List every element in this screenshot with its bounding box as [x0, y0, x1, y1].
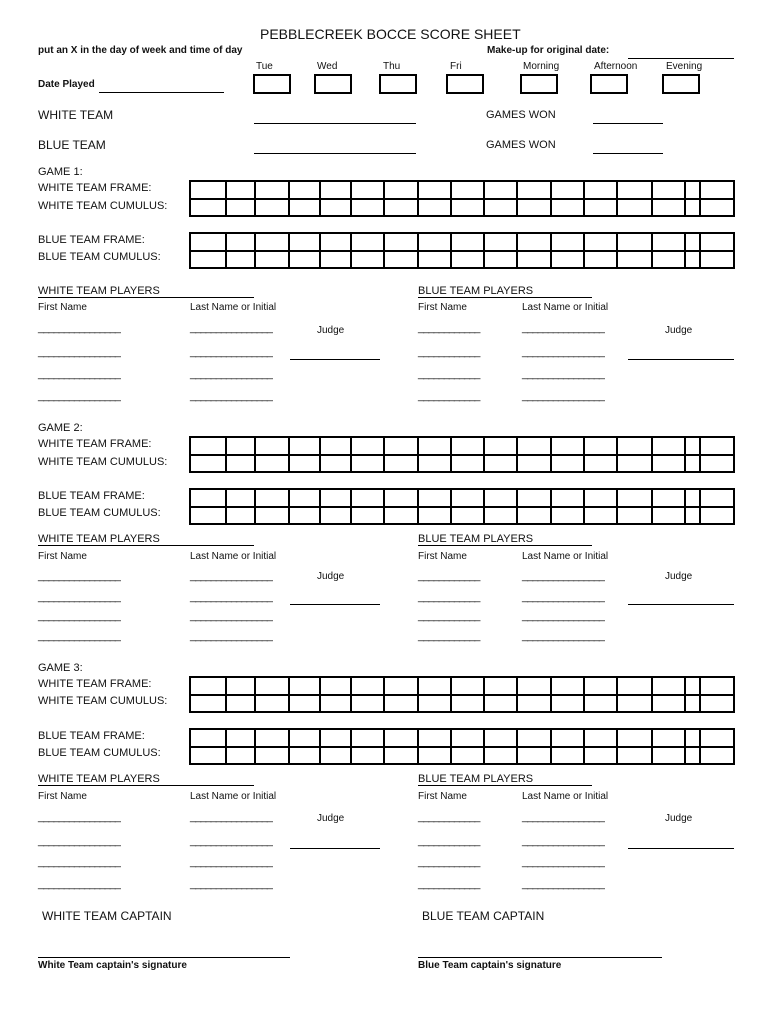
date-played-label: Date Played	[38, 79, 95, 90]
player-line[interactable]: ________________	[190, 811, 272, 823]
player-line[interactable]: ____________	[418, 610, 480, 622]
checkbox-thu[interactable]	[379, 74, 417, 94]
grid-column-divider	[516, 678, 518, 711]
grid-column-divider	[350, 490, 352, 523]
grid-column-divider	[684, 234, 686, 267]
grid-column-divider	[684, 490, 686, 523]
blue-team-name-line[interactable]	[254, 153, 416, 154]
game-3-blue-judge-label: Judge	[665, 813, 693, 824]
day-label-tue: Tue	[256, 61, 273, 72]
player-line[interactable]: ________________	[190, 346, 272, 358]
makeup-label: Make-up for original date:	[487, 45, 610, 56]
white-team-name-line[interactable]	[254, 123, 416, 124]
game-1-white-frame-label: WHITE TEAM FRAME:	[38, 182, 152, 194]
game-3-blue-judge-line[interactable]	[628, 848, 734, 849]
game-3-label: GAME 3:	[38, 662, 83, 674]
grid-column-divider	[319, 438, 321, 471]
game-3-white-judge-line[interactable]	[290, 848, 380, 849]
white-players-underline	[38, 545, 254, 546]
game-3-blue-frame-label: BLUE TEAM FRAME:	[38, 730, 145, 742]
player-line[interactable]: ________________	[38, 856, 120, 868]
day-label-fri: Fri	[450, 61, 462, 72]
player-line[interactable]: ____________	[418, 591, 480, 603]
grid-column-divider	[616, 490, 618, 523]
grid-column-divider	[225, 678, 227, 711]
grid-column-divider	[583, 490, 585, 523]
grid-column-divider	[350, 678, 352, 711]
player-line[interactable]: ________________	[190, 570, 272, 582]
grid-column-divider	[684, 438, 686, 471]
grid-column-divider	[583, 234, 585, 267]
grid-column-divider	[651, 490, 653, 523]
player-line[interactable]: ________________	[522, 878, 604, 890]
game-1-blue-cumulus-label: BLUE TEAM CUMULUS:	[38, 251, 161, 263]
grid-column-divider	[483, 234, 485, 267]
grid-column-divider	[288, 234, 290, 267]
player-line[interactable]: ____________	[418, 368, 480, 380]
checkbox-evening[interactable]	[662, 74, 700, 94]
blue-games-won-line[interactable]	[593, 153, 663, 154]
checkbox-afternoon[interactable]	[590, 74, 628, 94]
white-games-won-label: GAMES WON	[486, 109, 556, 121]
blue-team-label: BLUE TEAM	[38, 138, 106, 152]
grid-column-divider	[651, 678, 653, 711]
time-label-afternoon: Afternoon	[594, 61, 638, 72]
grid-column-divider	[699, 234, 701, 267]
game-3-white-first-name-label: First Name	[38, 791, 87, 802]
time-label-evening: Evening	[666, 61, 703, 72]
player-line[interactable]: ________________	[190, 368, 272, 380]
grid-column-divider	[651, 182, 653, 215]
grid-column-divider	[550, 490, 552, 523]
grid-column-divider	[583, 438, 585, 471]
player-line[interactable]: ________________	[38, 878, 120, 890]
game-1-white-last-name-label: Last Name or Initial	[190, 302, 277, 313]
grid-column-divider	[450, 182, 452, 215]
grid-column-divider	[483, 678, 485, 711]
player-line[interactable]: ________________	[522, 591, 604, 603]
game-2-blue-frame-label: BLUE TEAM FRAME:	[38, 490, 145, 502]
grid-column-divider	[550, 182, 552, 215]
game-2-label: GAME 2:	[38, 422, 83, 434]
grid-column-divider	[699, 182, 701, 215]
instruction-text: put an X in the day of week and time of day	[38, 45, 243, 56]
white-games-won-line[interactable]	[593, 123, 663, 124]
game-1-white-first-name-label: First Name	[38, 302, 87, 313]
game-2-blue-judge-line[interactable]	[628, 604, 734, 605]
grid-column-divider	[417, 730, 419, 763]
game-1-blue-frame-label: BLUE TEAM FRAME:	[38, 234, 145, 246]
game-2-blue-last-name-label: Last Name or Initial	[522, 551, 609, 562]
grid-column-divider	[550, 678, 552, 711]
grid-column-divider	[483, 438, 485, 471]
blue-captain-signature-line[interactable]	[418, 957, 662, 958]
grid-column-divider	[651, 730, 653, 763]
grid-column-divider	[616, 730, 618, 763]
game-1-white-score-grid[interactable]	[189, 180, 735, 217]
player-line[interactable]: ________________	[190, 835, 272, 847]
game-3-white-score-grid[interactable]	[189, 676, 735, 713]
game-2-white-first-name-label: First Name	[38, 551, 87, 562]
blue-players-underline	[418, 545, 592, 546]
player-line[interactable]: ________________	[522, 368, 604, 380]
grid-column-divider	[350, 438, 352, 471]
grid-column-divider	[288, 490, 290, 523]
grid-column-divider	[516, 438, 518, 471]
game-2-white-players-header: WHITE TEAM PLAYERS	[38, 533, 160, 545]
grid-column-divider	[699, 730, 701, 763]
grid-column-divider	[319, 490, 321, 523]
grid-column-divider	[350, 234, 352, 267]
grid-column-divider	[350, 182, 352, 215]
grid-column-divider	[288, 438, 290, 471]
player-line[interactable]: ________________	[38, 368, 120, 380]
grid-column-divider	[684, 678, 686, 711]
grid-column-divider	[651, 234, 653, 267]
grid-column-divider	[225, 182, 227, 215]
grid-column-divider	[450, 490, 452, 523]
player-line[interactable]: ________________	[522, 856, 604, 868]
game-1-blue-first-name-label: First Name	[418, 302, 467, 313]
grid-column-divider	[516, 490, 518, 523]
game-2-white-score-grid[interactable]	[189, 436, 735, 473]
grid-column-divider	[225, 234, 227, 267]
grid-column-divider	[450, 678, 452, 711]
player-line[interactable]: ____________	[418, 878, 480, 890]
game-1-white-judge-label: Judge	[317, 325, 345, 336]
grid-column-divider	[483, 182, 485, 215]
white-captain-signature-line[interactable]	[38, 957, 290, 958]
game-2-white-last-name-label: Last Name or Initial	[190, 551, 277, 562]
game-2-white-judge-label: Judge	[317, 571, 345, 582]
player-line[interactable]: ________________	[522, 835, 604, 847]
grid-column-divider	[516, 182, 518, 215]
grid-column-divider	[616, 234, 618, 267]
player-line[interactable]: ________________	[38, 610, 120, 622]
grid-column-divider	[288, 730, 290, 763]
grid-column-divider	[383, 182, 385, 215]
player-line[interactable]: ________________	[522, 390, 604, 402]
game-2-white-judge-line[interactable]	[290, 604, 380, 605]
player-line[interactable]: ________________	[190, 390, 272, 402]
grid-column-divider	[699, 438, 701, 471]
white-captain-signature-label: White Team captain's signature	[38, 960, 187, 971]
player-line[interactable]: ________________	[522, 811, 604, 823]
player-line[interactable]: ________________	[38, 390, 120, 402]
game-3-blue-first-name-label: First Name	[418, 791, 467, 802]
player-line[interactable]: ________________	[190, 322, 272, 334]
grid-column-divider	[417, 234, 419, 267]
grid-column-divider	[417, 438, 419, 471]
day-label-wed: Wed	[317, 61, 338, 72]
grid-column-divider	[383, 438, 385, 471]
player-line[interactable]: ________________	[38, 591, 120, 603]
game-1-blue-judge-label: Judge	[665, 325, 693, 336]
game-2-white-frame-label: WHITE TEAM FRAME:	[38, 438, 152, 450]
grid-column-divider	[550, 234, 552, 267]
player-line[interactable]: ________________	[522, 570, 604, 582]
player-line[interactable]: ____________	[418, 390, 480, 402]
grid-column-divider	[383, 234, 385, 267]
player-line[interactable]: ________________	[522, 630, 604, 642]
game-3-white-frame-label: WHITE TEAM FRAME:	[38, 678, 152, 690]
grid-column-divider	[651, 438, 653, 471]
grid-column-divider	[319, 182, 321, 215]
grid-column-divider	[225, 730, 227, 763]
game-2-blue-score-grid[interactable]	[189, 488, 735, 525]
white-players-underline	[38, 297, 254, 298]
game-2-blue-first-name-label: First Name	[418, 551, 467, 562]
game-3-blue-cumulus-label: BLUE TEAM CUMULUS:	[38, 747, 161, 759]
player-line[interactable]: ________________	[38, 811, 120, 823]
grid-column-divider	[417, 678, 419, 711]
game-1-white-cumulus-label: WHITE TEAM CUMULUS:	[38, 200, 168, 212]
grid-column-divider	[616, 182, 618, 215]
grid-column-divider	[383, 730, 385, 763]
game-1-blue-last-name-label: Last Name or Initial	[522, 302, 609, 313]
game-1-white-players-header: WHITE TEAM PLAYERS	[38, 285, 160, 297]
blue-players-underline	[418, 297, 592, 298]
grid-column-divider	[319, 730, 321, 763]
checkbox-tue[interactable]	[253, 74, 291, 94]
grid-column-divider	[225, 490, 227, 523]
checkbox-morning[interactable]	[520, 74, 558, 94]
game-1-blue-judge-line[interactable]	[628, 359, 734, 360]
checkbox-wed[interactable]	[314, 74, 352, 94]
grid-column-divider	[684, 182, 686, 215]
game-3-white-cumulus-label: WHITE TEAM CUMULUS:	[38, 695, 168, 707]
player-line[interactable]: ____________	[418, 835, 480, 847]
player-line[interactable]: ____________	[418, 346, 480, 358]
grid-column-divider	[319, 678, 321, 711]
player-line[interactable]: ________________	[190, 591, 272, 603]
player-line[interactable]: ____________	[418, 630, 480, 642]
blue-games-won-label: GAMES WON	[486, 139, 556, 151]
player-line[interactable]: ________________	[38, 570, 120, 582]
blue-captain-signature-label: Blue Team captain's signature	[418, 960, 562, 971]
grid-column-divider	[383, 490, 385, 523]
grid-column-divider	[254, 678, 256, 711]
game-3-blue-last-name-label: Last Name or Initial	[522, 791, 609, 802]
blue-captain-label: BLUE TEAM CAPTAIN	[422, 909, 545, 923]
game-1-blue-players-header: BLUE TEAM PLAYERS	[418, 285, 534, 297]
grid-column-divider	[516, 730, 518, 763]
player-line[interactable]: ________________	[38, 322, 120, 334]
player-line[interactable]: ________________	[190, 856, 272, 868]
grid-column-divider	[254, 182, 256, 215]
grid-column-divider	[699, 678, 701, 711]
grid-column-divider	[684, 730, 686, 763]
grid-column-divider	[616, 438, 618, 471]
white-players-underline	[38, 785, 254, 786]
player-line[interactable]: ________________	[522, 346, 604, 358]
grid-column-divider	[699, 490, 701, 523]
date-played-line[interactable]	[99, 92, 224, 93]
player-line[interactable]: ____________	[418, 322, 480, 334]
grid-column-divider	[225, 438, 227, 471]
page-title: PEBBLECREEK BOCCE SCORE SHEET	[260, 26, 521, 42]
player-line[interactable]: ________________	[38, 630, 120, 642]
player-line[interactable]: ________________	[190, 630, 272, 642]
game-3-blue-score-grid[interactable]	[189, 728, 735, 765]
game-2-blue-judge-label: Judge	[665, 571, 693, 582]
game-2-blue-cumulus-label: BLUE TEAM CUMULUS:	[38, 507, 161, 519]
player-line[interactable]: ________________	[190, 610, 272, 622]
game-1-label: GAME 1:	[38, 166, 83, 178]
player-line[interactable]: ____________	[418, 570, 480, 582]
game-1-white-judge-line[interactable]	[290, 359, 380, 360]
grid-column-divider	[583, 730, 585, 763]
grid-column-divider	[350, 730, 352, 763]
grid-column-divider	[583, 678, 585, 711]
player-line[interactable]: ________________	[522, 322, 604, 334]
grid-column-divider	[288, 182, 290, 215]
makeup-date-line[interactable]	[628, 58, 734, 59]
grid-column-divider	[450, 730, 452, 763]
grid-column-divider	[254, 438, 256, 471]
grid-column-divider	[254, 490, 256, 523]
player-line[interactable]: ____________	[418, 856, 480, 868]
game-3-white-last-name-label: Last Name or Initial	[190, 791, 277, 802]
grid-column-divider	[288, 678, 290, 711]
grid-column-divider	[483, 490, 485, 523]
white-captain-label: WHITE TEAM CAPTAIN	[42, 909, 172, 923]
game-3-white-judge-label: Judge	[317, 813, 345, 824]
grid-column-divider	[516, 234, 518, 267]
grid-column-divider	[319, 234, 321, 267]
player-line[interactable]: ________________	[38, 835, 120, 847]
game-3-blue-players-header: BLUE TEAM PLAYERS	[418, 773, 534, 785]
game-2-blue-players-header: BLUE TEAM PLAYERS	[418, 533, 534, 545]
grid-column-divider	[383, 678, 385, 711]
time-label-morning: Morning	[523, 61, 560, 72]
game-2-white-cumulus-label: WHITE TEAM CUMULUS:	[38, 456, 168, 468]
grid-column-divider	[450, 234, 452, 267]
player-line[interactable]: ____________	[418, 811, 480, 823]
blue-players-underline	[418, 785, 592, 786]
grid-column-divider	[550, 730, 552, 763]
game-3-white-players-header: WHITE TEAM PLAYERS	[38, 773, 160, 785]
game-1-blue-score-grid[interactable]	[189, 232, 735, 269]
white-team-label: WHITE TEAM	[38, 108, 114, 122]
grid-column-divider	[616, 678, 618, 711]
player-line[interactable]: ________________	[190, 878, 272, 890]
grid-column-divider	[417, 182, 419, 215]
grid-column-divider	[583, 182, 585, 215]
grid-column-divider	[254, 234, 256, 267]
day-label-thu: Thu	[383, 61, 401, 72]
grid-column-divider	[450, 438, 452, 471]
checkbox-fri[interactable]	[446, 74, 484, 94]
player-line[interactable]: ________________	[522, 610, 604, 622]
grid-column-divider	[483, 730, 485, 763]
grid-column-divider	[417, 490, 419, 523]
player-line[interactable]: ________________	[38, 346, 120, 358]
grid-column-divider	[254, 730, 256, 763]
grid-column-divider	[550, 438, 552, 471]
